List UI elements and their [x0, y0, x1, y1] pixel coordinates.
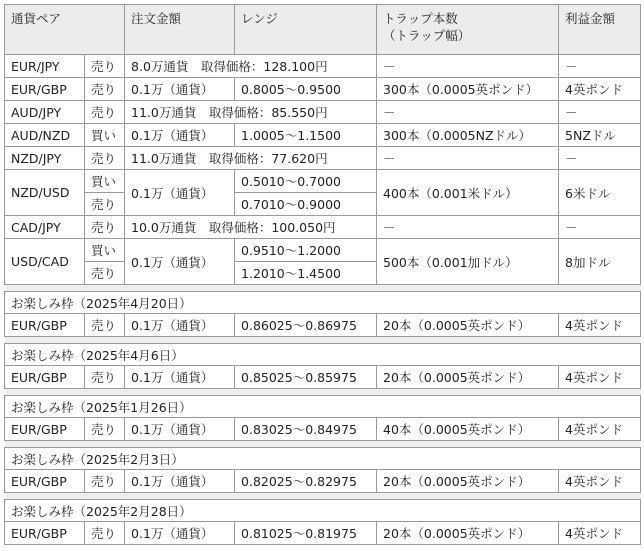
pair-cell: EUR/GBP [5, 522, 85, 545]
profit-cell: 8加ドル [559, 239, 641, 285]
section-gap [5, 285, 641, 292]
section-gap [5, 389, 641, 396]
section-title-row [5, 344, 641, 366]
pair-cell: USD/CAD [5, 239, 85, 285]
range-cell: 1.0005～1.1500 [235, 124, 377, 147]
pair-cell: NZD/USD [5, 170, 85, 216]
profit-cell: 4英ポンド [559, 522, 641, 545]
table-row [5, 366, 641, 389]
profit-cell: 6米ドル [559, 170, 641, 216]
table-row [5, 239, 641, 262]
section-title: お楽しみ枠（2025年2月28日） [5, 500, 641, 522]
section-title-row [5, 500, 641, 522]
traps-cell: 300本（0.0005NZドル） [377, 124, 559, 147]
traps-cell: 20本（0.0005英ポンド） [377, 522, 559, 545]
range-cell: 0.83025～0.84975 [235, 418, 377, 441]
header-traps-line2: （トラップ幅） [383, 28, 471, 43]
profit-cell: 4英ポンド [559, 418, 641, 441]
trap-repeat-table [4, 4, 641, 545]
amount-cell: 0.1万（通貨） [125, 470, 235, 493]
pair-cell: EUR/GBP [5, 78, 85, 101]
table-row [5, 314, 641, 337]
section-title-row [5, 396, 641, 418]
side-cell: 売り [85, 314, 125, 337]
traps-cell: 500本（0.001加ドル） [377, 239, 559, 285]
gap-cell [5, 441, 641, 448]
range-cell: 1.2010～1.4500 [235, 262, 377, 285]
table-row [5, 147, 641, 170]
pair-cell: AUD/NZD [5, 124, 85, 147]
traps-cell: 300本（0.0005英ポンド） [377, 78, 559, 101]
profit-cell: － [559, 147, 641, 170]
pair-cell: EUR/GBP [5, 418, 85, 441]
range-cell: 0.5010～0.7000 [235, 170, 377, 193]
gap-cell [5, 389, 641, 396]
pair-cell: EUR/GBP [5, 470, 85, 493]
side-cell: 売り [85, 193, 125, 216]
range-cell: 0.9510～1.2000 [235, 239, 377, 262]
side-cell: 売り [85, 55, 125, 78]
pair-cell: NZD/JPY [5, 147, 85, 170]
profit-cell: 4英ポンド [559, 78, 641, 101]
profit-cell: 5NZドル [559, 124, 641, 147]
table-row [5, 216, 641, 239]
table-row [5, 418, 641, 441]
amount-price-cell: 8.0万通貨 取得価格：128.100円 [125, 55, 377, 78]
side-cell: 売り [85, 147, 125, 170]
amount-cell: 0.1万（通貨） [125, 124, 235, 147]
profit-cell: 4英ポンド [559, 470, 641, 493]
table-row [5, 470, 641, 493]
profit-cell: － [559, 101, 641, 124]
side-cell: 売り [85, 366, 125, 389]
side-cell: 売り [85, 216, 125, 239]
section-title-row [5, 448, 641, 470]
header-traps [377, 5, 559, 55]
side-cell: 買い [85, 170, 125, 193]
table-row [5, 55, 641, 78]
pair-cell: EUR/JPY [5, 55, 85, 78]
range-cell: 0.86025～0.86975 [235, 314, 377, 337]
section-title-row [5, 292, 641, 314]
gap-cell [5, 285, 641, 292]
profit-cell: － [559, 216, 641, 239]
table-row [5, 170, 641, 193]
amount-cell: 0.1万（通貨） [125, 78, 235, 101]
traps-cell: － [377, 147, 559, 170]
pair-cell: EUR/GBP [5, 314, 85, 337]
section-gap [5, 493, 641, 500]
section-title: お楽しみ枠（2025年4月6日） [5, 344, 641, 366]
header-profit: 利益金額 [559, 5, 641, 55]
amount-cell: 0.1万（通貨） [125, 366, 235, 389]
traps-cell: 400本（0.001米ドル） [377, 170, 559, 216]
table-row [5, 78, 641, 101]
range-cell: 0.82025～0.82975 [235, 470, 377, 493]
pair-cell: CAD/JPY [5, 216, 85, 239]
side-cell: 買い [85, 124, 125, 147]
table-row [5, 522, 641, 545]
traps-cell: 20本（0.0005英ポンド） [377, 314, 559, 337]
section-title: お楽しみ枠（2025年2月3日） [5, 448, 641, 470]
range-cell: 0.7010～0.9000 [235, 193, 377, 216]
side-cell: 売り [85, 522, 125, 545]
traps-cell: 20本（0.0005英ポンド） [377, 366, 559, 389]
traps-cell: － [377, 101, 559, 124]
amount-cell: 0.1万（通貨） [125, 239, 235, 285]
trap-table-container [4, 4, 641, 545]
traps-cell: － [377, 216, 559, 239]
amount-cell: 0.1万（通貨） [125, 314, 235, 337]
traps-cell: 40本（0.0005英ポンド） [377, 418, 559, 441]
traps-cell: 20本（0.0005英ポンド） [377, 470, 559, 493]
side-cell: 売り [85, 262, 125, 285]
header-amount: 注文金額 [125, 5, 235, 55]
section-title: お楽しみ枠（2025年4月20日） [5, 292, 641, 314]
amount-cell: 0.1万（通貨） [125, 418, 235, 441]
header-traps-line1: トラップ本数 [383, 11, 458, 26]
pair-cell: EUR/GBP [5, 366, 85, 389]
side-cell: 売り [85, 470, 125, 493]
section-gap [5, 441, 641, 448]
side-cell: 買い [85, 239, 125, 262]
amount-price-cell: 10.0万通貨 取得価格：100.050円 [125, 216, 377, 239]
range-cell: 0.81025～0.81975 [235, 522, 377, 545]
pair-cell: AUD/JPY [5, 101, 85, 124]
gap-cell [5, 337, 641, 344]
profit-cell: 4英ポンド [559, 314, 641, 337]
traps-cell: － [377, 55, 559, 78]
header-pair: 通貨ペア [5, 5, 125, 55]
side-cell: 売り [85, 418, 125, 441]
profit-cell: 4英ポンド [559, 366, 641, 389]
section-title: お楽しみ枠（2025年1月26日） [5, 396, 641, 418]
section-gap [5, 337, 641, 344]
gap-cell [5, 493, 641, 500]
range-cell: 0.85025～0.85975 [235, 366, 377, 389]
range-cell: 0.8005～0.9500 [235, 78, 377, 101]
table-row [5, 101, 641, 124]
amount-cell: 0.1万（通貨） [125, 522, 235, 545]
table-row [5, 124, 641, 147]
profit-cell: － [559, 55, 641, 78]
side-cell: 売り [85, 78, 125, 101]
header-range: レンジ [235, 5, 377, 55]
amount-price-cell: 11.0万通貨 取得価格：85.550円 [125, 101, 377, 124]
header-row [5, 5, 641, 55]
amount-cell: 0.1万（通貨） [125, 170, 235, 216]
side-cell: 売り [85, 101, 125, 124]
amount-price-cell: 11.0万通貨 取得価格：77.620円 [125, 147, 377, 170]
